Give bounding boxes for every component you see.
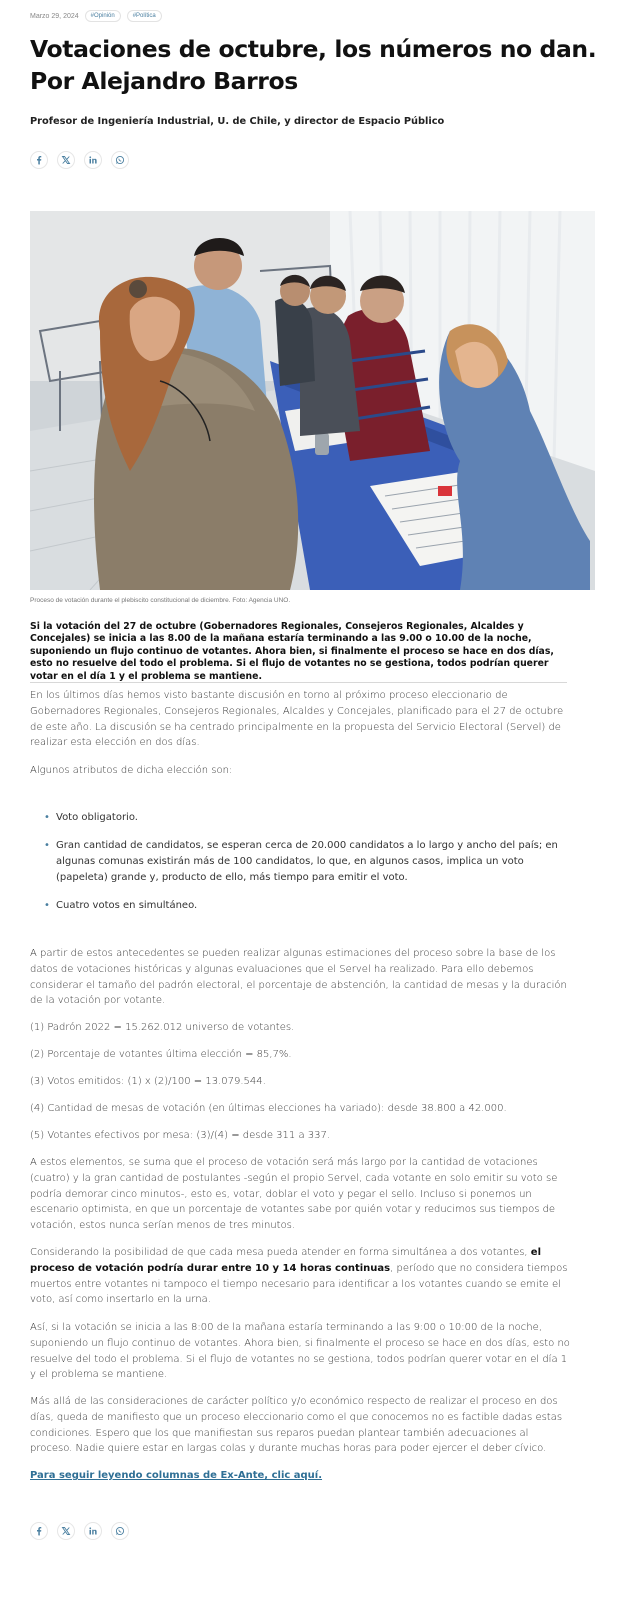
share-linkedin-button[interactable] (84, 1522, 102, 1540)
share-x-button[interactable] (57, 1522, 75, 1540)
paragraph-6: Así, si la votación se inicia a las 8:00 de la mañana estaría terminando a las 9:00 o 10:00 de la noche, suponiendo un flujo continuo de votantes. Ahora bien, si finalmente el proceso se hace en dos días, esto no resuelve del todo el problema. Si el flujo de votantes no se gestiona, todos podrían querer votar en el día 1 y el problema se mantiene. (30, 1322, 570, 1381)
paragraph-3: A partir de estos antecedentes se pueden realizar algunas estimaciones del proceso sobre la base de los datos de votaciones históricas y algunas evaluaciones que el Servel ha realizado. Para ello debemos considerar el tamaño del padrón electoral, el porcentaje de abstención, la cantidad de mesas y la duración de la votación por votante. (30, 948, 567, 1007)
facebook-icon (34, 1526, 44, 1536)
share-x-button[interactable] (57, 151, 75, 169)
list-item: • Gran cantidad de candidatos, se esperan cerca de 20.000 candidatos a lo largo y ancho del país; en algunas comunas existirán más de 100 candidatos, lo que, en algunos casos, implica un voto (papeleta) grande y, producto de ello, más tiempo para emitir el voto. (44, 840, 558, 883)
paragraph-7: Más allá de las consideraciones de carácter político y/o económico respecto de realizar el proceso en dos días, queda de manifiesto que un proceso eleccionario como el que conocemos no es factible dadas estas condiciones. Espero que los que manifiestan sus reparos puedan plantear también adecuaciones al proceso. Nadie quiere estar en largas colas y durante muchas horas para poder ejercer el deber cívico. (30, 1396, 563, 1455)
article-title: Votaciones de octubre, los números no dan. Por Alejandro Barros (30, 35, 597, 95)
divider (30, 682, 567, 683)
paragraph-2: Algunos atributos de dicha elección son: (30, 765, 233, 776)
photo-caption: Proceso de votación durante el plebiscito constitucional de diciembre. Foto: Agencia UNO. (30, 597, 291, 604)
publish-date: Marzo 29, 2024 (30, 12, 79, 20)
read-more-link[interactable]: Para seguir leyendo columnas de Ex-Ante, clic aquí. (30, 1470, 323, 1481)
calculation-1: (1) Padrón 2022 = 15.262.012 universo de votantes. (30, 1022, 295, 1033)
list-item-text: Cuatro votos en simultáneo. (56, 900, 198, 911)
calculation-4: (4) Cantidad de mesas de votación (en últimas elecciones ha variado): desde 38.800 a 42.000. (30, 1103, 507, 1114)
list-item: • Voto obligatorio. (44, 812, 138, 823)
calculation-3: (3) Votos emitidos: (1) x (2)/100 = 13.079.544. (30, 1076, 266, 1087)
share-linkedin-button[interactable] (84, 151, 102, 169)
calculation-5: (5) Votantes efectivos por mesa: (3)/(4) = desde 311 a 337. (30, 1130, 331, 1141)
share-facebook-button[interactable] (30, 151, 48, 169)
whatsapp-icon (115, 1526, 125, 1536)
paragraph-5-end: , período que no considera tiempos muertos entre votantes ni tampoco el tiempo necesario para identificar a los votantes cuando se emite el voto, así como insertarlo en la urna. (30, 1262, 568, 1306)
x-icon (61, 155, 71, 165)
linkedin-icon (88, 1526, 98, 1536)
share-bar-bottom (30, 1522, 129, 1540)
paragraph-4: A estos elementos, se suma que el proceso de votación será más largo por la cantidad de votaciones (cuatro) y la gran cantidad de postulantes -según el propio Servel, cada votante en solo emitir su voto se podría demorar cinco minutos-, esto es, votar, doblar el voto y pegar el sello. Incluso si ponemos un escenario optimista, en que un porcentaje de votantes sabe por quién votar y reducimos sus tiempos de votación, estos nunca serían menos de tres minutos. (30, 1157, 558, 1232)
share-whatsapp-button[interactable] (111, 1522, 129, 1540)
list-item-text: Gran cantidad de candidatos, se esperan cerca de 20.000 candidatos a lo largo y ancho del país; en algunas comunas existirán más de 100 candidatos, lo que, en algunos casos, implica un voto (papeleta) grande y, producto de ello, más tiempo para emitir el voto. (56, 840, 558, 883)
whatsapp-icon (115, 155, 125, 165)
share-bar-top (30, 151, 129, 169)
tag-politica[interactable]: #Política (127, 10, 162, 22)
list-item-text: Voto obligatorio. (56, 812, 138, 823)
article-subtitle: Profesor de Ingeniería Industrial, U. de Chile, y director de Espacio Público (30, 116, 445, 127)
paragraph-5 (30, 1245, 570, 1308)
x-icon (61, 1526, 71, 1536)
share-facebook-button[interactable] (30, 1522, 48, 1540)
paragraph-5-highlight: el proceso de votación podría durar entre 10 y 14 horas continuas (30, 1247, 542, 1274)
share-whatsapp-button[interactable] (111, 151, 129, 169)
article-meta (30, 10, 162, 22)
list-item: • Cuatro votos en simultáneo. (44, 900, 198, 911)
linkedin-icon (88, 155, 98, 165)
calculation-2: (2) Porcentaje de votantes última elección = 85,7%. (30, 1049, 292, 1060)
paragraph-1: En los últimos días hemos visto bastante discusión en torno al próximo proceso eleccionario de Gobernadores Regionales, Consejeros Regionales, Alcaldes y Concejales, planificado para el 27 de octubre de este año. La discusión se ha centrado principalmente en la propuesta del Servicio Electoral (Servel) de realizar esta elección en dos días. (30, 690, 564, 749)
paragraph-5-start: Considerando la posibilidad de que cada mesa pueda atender en forma simultánea a dos votantes, (30, 1247, 531, 1258)
article-photo (30, 211, 595, 590)
article-lead: Si la votación del 27 de octubre (Gobernadores Regionales, Consejeros Regionales, Alcaldes y Concejales) se inicia a las 8.00 de la mañana estaría terminando a las 9.00 o 10.00 de la noche, suponiendo un flujo continuo de votantes. Ahora bien, si finalmente el proceso se hace en dos días, esto no resuelve del todo el problema. Si el flujo de votantes no se gestiona, todos podrían querer votar en el día 1 y el problema se mantiene. (30, 621, 554, 682)
tag-opinion[interactable]: #Opinión (85, 10, 121, 22)
facebook-icon (34, 155, 44, 165)
